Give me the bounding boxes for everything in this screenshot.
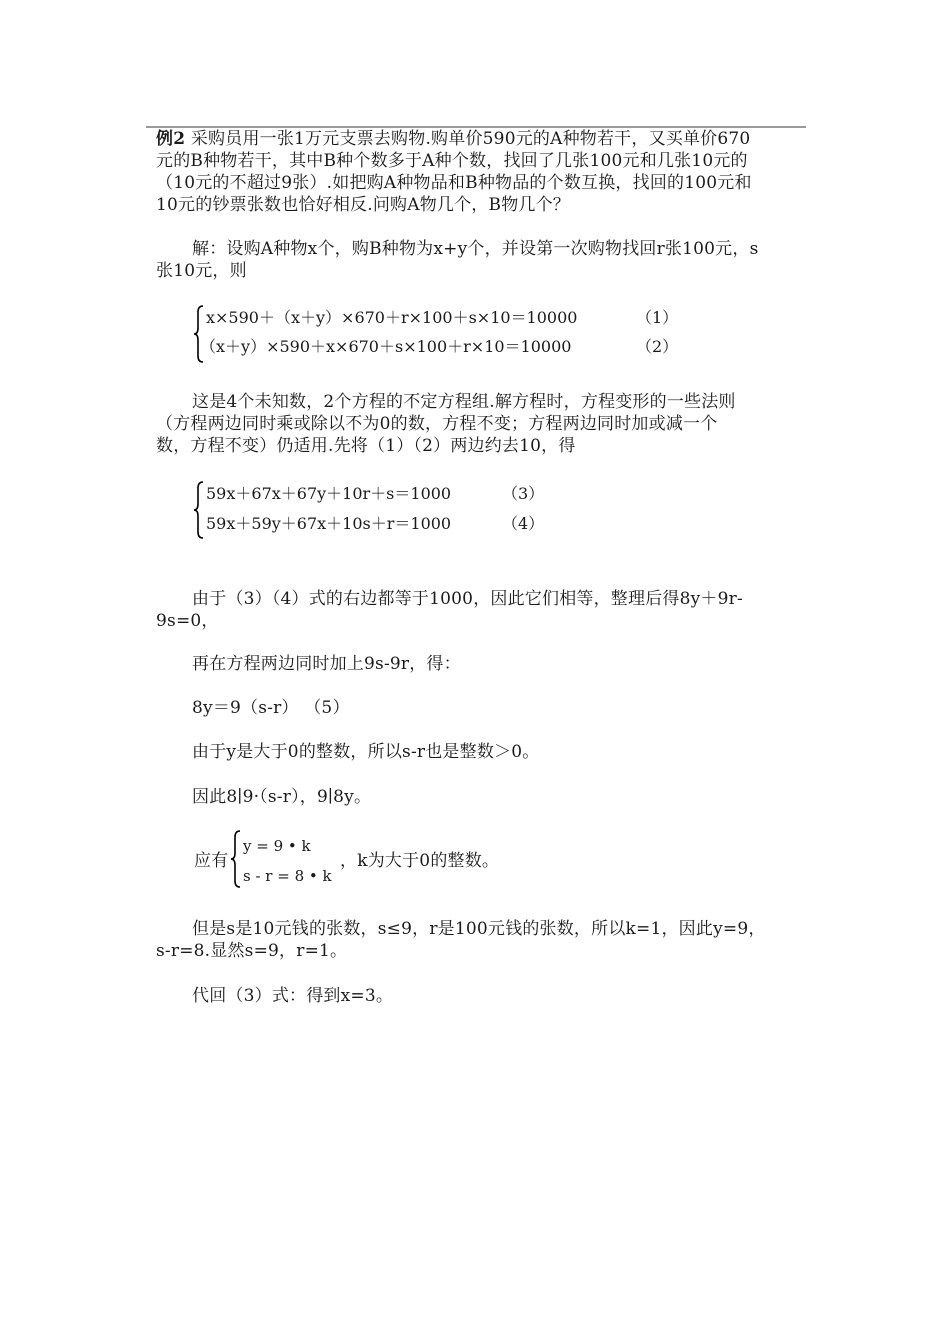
final-answer: 代回（3）式：得到x=3。 xyxy=(192,986,394,1006)
equation-5: 8y＝9（s-r） （5） xyxy=(192,698,350,718)
step2-text: 再在方程两边同时加上9s-9r，得： xyxy=(192,654,461,674)
system3-prefix: 应有 xyxy=(194,851,229,871)
step3-text: 由于y是大于0的整数，所以s-r也是整数＞0。 xyxy=(192,742,540,762)
equation-1: x×590＋（x＋y）×670＋r×100＋s×10＝10000 xyxy=(206,308,578,327)
solution-intro-2: 张10元，则 xyxy=(156,261,247,281)
example-text-1: 采购员用一张1万元支票去购物.购单价590元的A种物若干，又买单价670 xyxy=(185,129,751,149)
system-brace-3 xyxy=(230,830,242,888)
explanation-2: （方程两边同时乘或除以不为0的数，方程不变；方程两边同时加或减一个 xyxy=(156,414,718,434)
step4-text: 因此8∣9·（s-r），9∣8y。 xyxy=(192,787,372,807)
conclusion-line-2: s-r=8.显然s=9，r=1。 xyxy=(156,941,348,961)
step1-line-1: 由于（3）（4）式的右边都等于1000，因此它们相等，整理后得8y＋9r- xyxy=(192,589,743,609)
equation-1-tag: （1） xyxy=(636,308,679,327)
example-line-1 xyxy=(156,128,750,150)
equation-k-2: s - r = 8 • k xyxy=(243,867,332,885)
step1-line-2: 9s=0， xyxy=(156,611,219,631)
example-label: 例2 xyxy=(156,129,186,149)
example-line-3: （10元的不超过9张）.如把购A种物品和B种物品的个数互换，找回的100元和 xyxy=(156,173,752,193)
equation-2-tag: （2） xyxy=(636,337,679,356)
explanation-1: 这是4个未知数，2个方程的不定方程组.解方程时，方程变形的一些法则 xyxy=(192,392,736,412)
system-brace-2 xyxy=(193,481,205,539)
equation-k-1: y = 9 • k xyxy=(243,837,311,855)
equation-3-tag: （3） xyxy=(502,484,545,503)
equation-2: （x＋y）×590＋x×670＋s×100＋r×10＝10000 xyxy=(200,337,572,356)
example-line-4: 10元的钞票张数也恰好相反.问购A物几个，B物几个？ xyxy=(156,195,571,215)
solution-intro-1: 解：设购A种物x个，购B种物为x+y个，并设第一次购物找回r张100元，s xyxy=(192,239,759,259)
equation-4-tag: （4） xyxy=(502,514,545,533)
explanation-3: 数，方程不变）仍适用.先将（1）（2）两边约去10，得 xyxy=(156,436,576,456)
equation-4: 59x＋59y＋67x＋10s＋r＝1000 xyxy=(206,514,452,533)
equation-3: 59x＋67x＋67y＋10r＋s＝1000 xyxy=(206,484,452,503)
conclusion-line-1: 但是s是10元钱的张数，s≤9，r是100元钱的张数，所以k=1，因此y=9， xyxy=(192,919,766,939)
example-line-2: 元的B种物若干，其中B种个数多于A种个数，找回了几张100元和几张10元的 xyxy=(156,151,748,171)
system3-suffix: ，k为大于0的整数。 xyxy=(340,851,500,871)
